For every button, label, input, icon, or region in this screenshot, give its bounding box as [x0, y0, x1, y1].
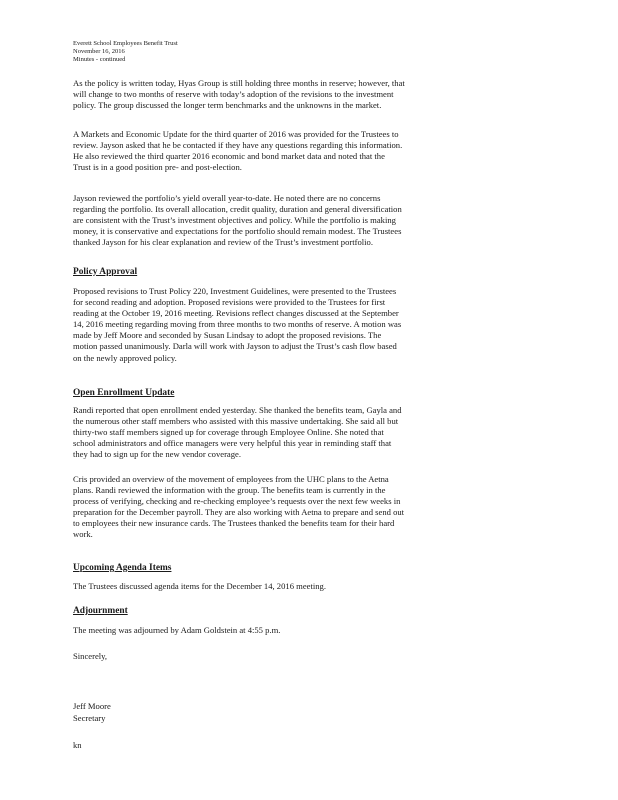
paragraph-adjourn: The meeting was adjourned by Adam Goldstein at 4:55 p.m. — [73, 625, 281, 635]
typist-initials: kn — [73, 740, 82, 750]
heading-adjournment: Adjournment — [73, 606, 128, 616]
paragraph-plan-movement: Cris provided an overview of the movement of employees from the UHC plans to the Aetna plans. Randi reviewed the information with the group. The benefits team is currently in the process of verifying, checking and re-checking employee’s requests over the next few weeks in preparation for the December payroll. They are also working with Aetna to prepare and send out to employees their new insurance cards. The Trustees thanked the benefits team for their hard work. — [73, 474, 405, 540]
signatory-title: Secretary — [73, 713, 106, 723]
paragraph-reserve: As the policy is written today, Hyas Group is still holding three months in reserve; however, that will change to two months of reserve with today’s adoption of the revisions to the investment policy. The group discussed the longer term benchmarks and the unknowns in the market. — [73, 78, 405, 111]
header-continued: Minutes - continued — [73, 56, 126, 64]
paragraph-market-update: A Markets and Economic Update for the third quarter of 2016 was provided for the Trustees to review. Jayson asked that he be contacted if they have any questions regarding this information. He also reviewed the third quarter 2016 economic and bond market data and noted that the Trust is in a good position pre- and post-election. — [73, 129, 403, 173]
paragraph-agenda: The Trustees discussed agenda items for the December 14, 2016 meeting. — [73, 581, 326, 591]
header-org: Everett School Employees Benefit Trust — [73, 40, 178, 47]
heading-policy-approval: Policy Approval — [73, 267, 138, 277]
header-date: November 16, 2016 — [73, 48, 125, 56]
closing-sincerely: Sincerely, — [73, 651, 108, 661]
signatory-name: Jeff Moore — [73, 701, 111, 711]
heading-open-enrollment: Open Enrollment Update — [73, 388, 175, 398]
paragraph-portfolio: Jayson reviewed the portfolio’s yield overall year-to-date. He noted there are no concerns regarding the portfolio. Its overall allocation, credit quality, duration and general diversification are consistent with the Trust’s investment objectives and policy. While the portfolio is making money, it is conservative and expectations for the portfolio should remain modest. The Trustees thanked Jayson for his clear explanation and review of the Trust’s investment portfolio. — [73, 193, 402, 248]
paragraph-enrollment: Randi reported that open enrollment ended yesterday. She thanked the benefits team, Gayla and the numerous other staff members who assisted with this massive undertaking. She said all but thirty-two staff members signed up for coverage through Employee Online. She noted that school administrators and office managers were very helpful this year in reminding staff that they had to sign up for the new vendor coverage. — [73, 405, 402, 460]
page-header — [73, 40, 273, 65]
paragraph-policy: Proposed revisions to Trust Policy 220, Investment Guidelines, were presented to the Trustees for second reading and adoption. Proposed revisions were provided to the Trustees for first reading at the October 19, 2016 meeting. Revisions reflect changes discussed at the September 14, 2016 meeting regarding moving from three months to two months of reserve. A motion was made by Jeff Moore and seconded by Susan Lindsay to adopt the proposed revisions. The motion passed unanimously. Darla will work with Jayson to adjust the Trust’s cash flow based on the newly approved policy. — [73, 286, 402, 363]
heading-upcoming-agenda: Upcoming Agenda Items — [73, 563, 172, 573]
